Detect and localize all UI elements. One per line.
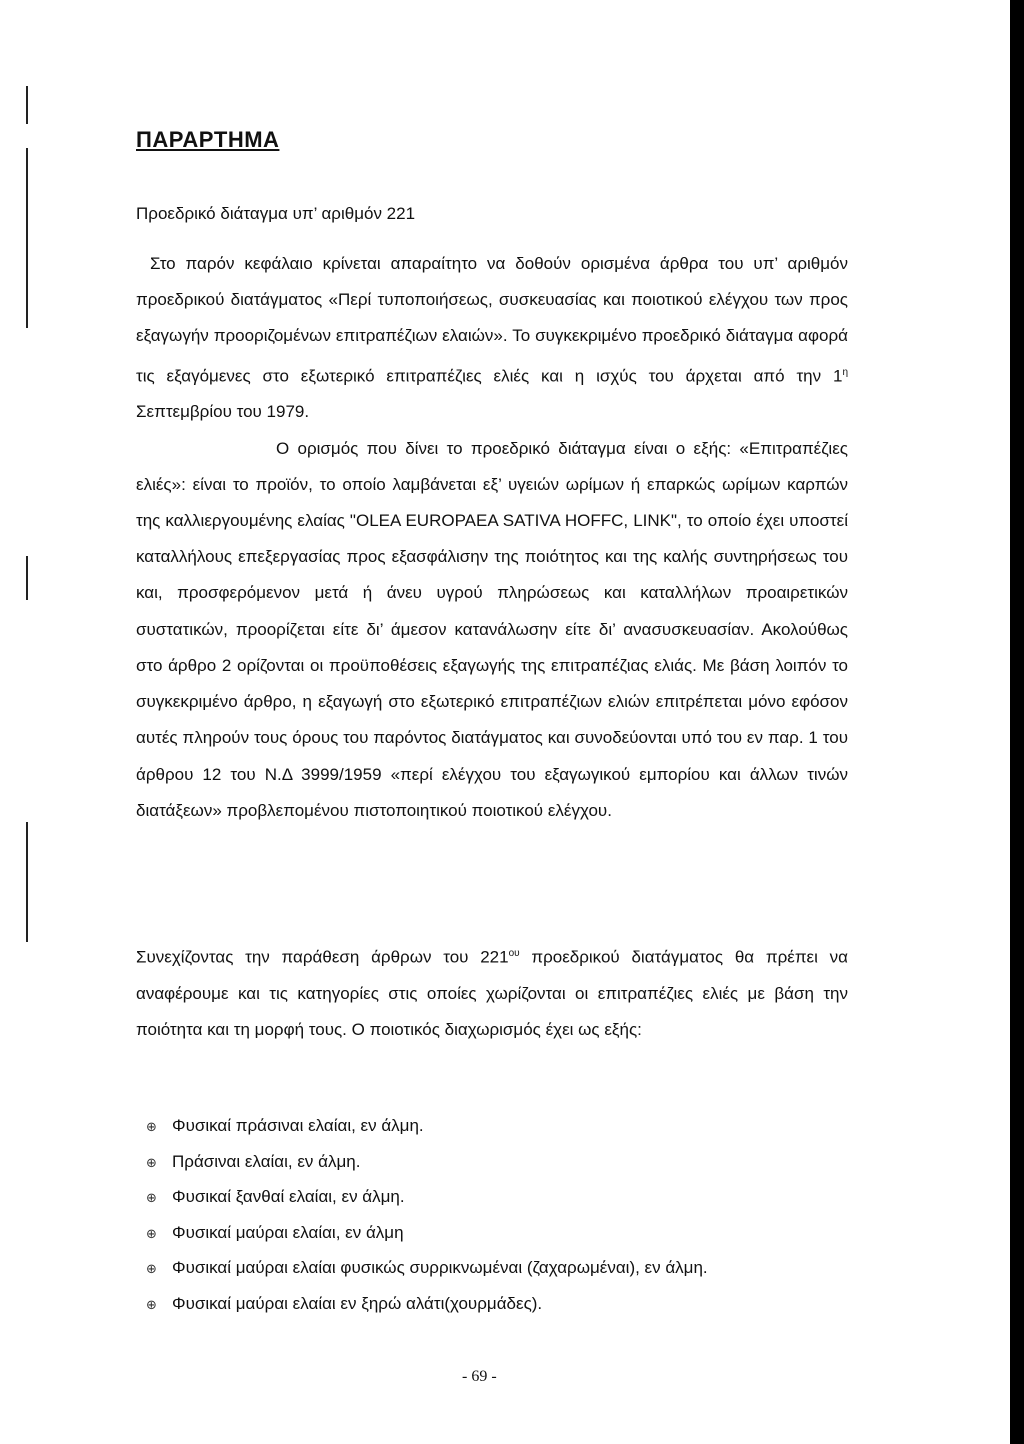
- list-item: ⊕ Φυσικαί πράσιναι ελαίαι, εν άλμη.: [146, 1108, 708, 1144]
- paragraph-text: Συνεχίζοντας την παράθεση άρθρων του 221: [136, 947, 509, 967]
- paragraph-text: Ο ορισμός που δίνει το προεδρικό διάταγμα είναι ο εξής: «Επιτραπέζιες ελιές»: είναι το προϊόν, το οποίο λαμβάνεται εξ’ υγειών ωρίμων ή επαρκώς ωρίμων καρπών της καλλιεργουμένης ελαίας "OLEA EUROPAEA SATIVA HOFFC, LINK", το οποίο έχει υποστεί καταλλήλους επεξεργασίας προς εξασφάλισην της ποιότητος και της καλής συντηρήσεως του και, προσφερόμενον μετά ή άνευ υγρού πληρώσεως και καταλλήλων προαιρετικών συστατικών, προορίζεται είτε δι’ άμεσον κατανάλωσην είτε δι’ ανασυσκευασίαν. Ακολούθως στο άρθρο 2 ορίζονται οι προϋποθέσεις εξαγωγής της επιτραπέζιας ελιάς. Με βάση λοιπόν το συγκεκριμένο άρθρο, η εξαγωγή στο εξωτερικό επιτραπέζιων ελιών επιτρέπεται μόνο εφόσον αυτές πληρούν τους όρους του παρόντος διατάγματος και συνοδεύονται υπό του εν παρ. 1 του άρθρου 12 του Ν.Δ 3999/1959 «περί ελέγχου του εξαγωγικού εμπορίου και άλλων τινών διατάξεων» προβλεπομένου πιστοποιητικού ποιοτικού ελέγχου.: [136, 438, 848, 820]
- crosshair-circle-icon: ⊕: [146, 1261, 157, 1277]
- scan-artifact-line: [26, 822, 28, 942]
- paragraph-text: Σεπτεμβρίου του 1979.: [136, 402, 310, 422]
- olive-categories-list: [146, 1108, 708, 1322]
- scan-artifact-line: [26, 148, 28, 328]
- paragraph-categories-intro: [136, 936, 848, 1048]
- paragraph-text: προεδρικού διατάγματος θα πρέπει να αναφέρουμε και τις κατηγορίες στις οποίες χωρίζονται οι επιτραπέζιες ελιές με βάση την ποιότητα και τη μορφή τους. Ο ποιοτικός διαχωρισμός έχει ως εξής:: [136, 947, 848, 1040]
- scan-edge-right: [1010, 0, 1024, 1444]
- ordinal-superscript: ου: [508, 948, 520, 959]
- page-number: - 69 -: [462, 1368, 497, 1385]
- crosshair-circle-icon: ⊕: [146, 1296, 157, 1312]
- scan-artifact-line: [26, 86, 28, 124]
- ordinal-superscript: η: [842, 366, 848, 378]
- list-item: ⊕ Πράσιναι ελαίαι, εν άλμη.: [146, 1144, 708, 1180]
- list-item: ⊕ Φυσικαί μαύραι ελαίαι φυσικώς συρρικνωμέναι (ζαχαρωμέναι), εν άλμη.: [146, 1250, 708, 1286]
- list-item: ⊕ Φυσικαί μαύραι ελαίαι, εν άλμη: [146, 1215, 708, 1251]
- decree-title: Προεδρικό διάταγμα υπ’ αριθμόν 221: [136, 204, 416, 223]
- page-heading: ΠΑΡΑΡΤΗΜΑ: [136, 127, 280, 152]
- list-item: ⊕ Φυσικαί μαύραι ελαίαι εν ξηρώ αλάτι(χουρμάδες).: [146, 1286, 708, 1322]
- scan-artifact-line: [26, 556, 28, 600]
- crosshair-circle-icon: ⊕: [146, 1154, 157, 1170]
- paragraph-text: Στο παρόν κεφάλαιο κρίνεται απαραίτητο να δοθούν ορισμένα άρθρα του υπ’ αριθμόν προεδρικού διατάγματος «Περί τυποποιήσεως, συσκευασίας και ποιοτικού ελέγχου των προς εξαγωγήν προοριζομένων επιτραπέζιων ελαιών». Το συγκεκριμένο προεδρικό διάταγμα αφορά τις εξαγόμενες στο εξωτερικό επιτραπέζιες ελιές και η ισχύς του άρχεται από την 1: [136, 254, 848, 386]
- paragraph-decree-intro: [136, 246, 848, 829]
- crosshair-circle-icon: ⊕: [146, 1190, 157, 1206]
- crosshair-circle-icon: ⊕: [146, 1225, 157, 1241]
- list-item: ⊕ Φυσικαί ξανθαί ελαίαι, εν άλμη.: [146, 1179, 708, 1215]
- crosshair-circle-icon: ⊕: [146, 1119, 157, 1134]
